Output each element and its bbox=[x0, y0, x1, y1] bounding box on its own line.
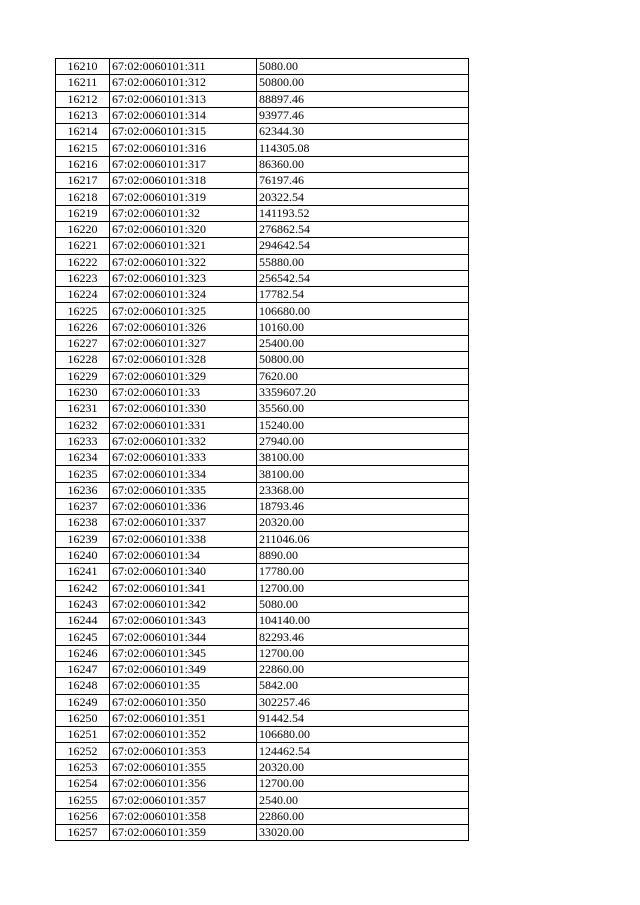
row-number-cell: 16234 bbox=[56, 450, 110, 466]
row-number-cell: 16249 bbox=[56, 694, 110, 710]
cadastral-number-cell: 67:02:0060101:329 bbox=[110, 368, 257, 384]
value-cell: 15240.00 bbox=[257, 417, 469, 433]
table-row bbox=[56, 547, 469, 563]
table-row bbox=[56, 564, 469, 580]
table-row bbox=[56, 792, 469, 808]
value-cell: 25400.00 bbox=[257, 336, 469, 352]
table-row bbox=[56, 629, 469, 645]
row-number-cell: 16222 bbox=[56, 254, 110, 270]
row-number-cell: 16239 bbox=[56, 531, 110, 547]
row-number-cell: 16210 bbox=[56, 59, 110, 75]
cadastral-number-cell: 67:02:0060101:34 bbox=[110, 547, 257, 563]
value-cell: 114305.08 bbox=[257, 140, 469, 156]
table-row bbox=[56, 59, 469, 75]
table-row bbox=[56, 710, 469, 726]
table-row bbox=[56, 156, 469, 172]
cadastral-number-cell: 67:02:0060101:322 bbox=[110, 254, 257, 270]
table-row bbox=[56, 75, 469, 91]
cadastral-number-cell: 67:02:0060101:321 bbox=[110, 238, 257, 254]
row-number-cell: 16213 bbox=[56, 107, 110, 123]
row-number-cell: 16246 bbox=[56, 645, 110, 661]
value-cell: 302257.46 bbox=[257, 694, 469, 710]
value-cell: 8890.00 bbox=[257, 547, 469, 563]
table-row bbox=[56, 759, 469, 775]
table-row bbox=[56, 824, 469, 840]
value-cell: 104140.00 bbox=[257, 613, 469, 629]
row-number-cell: 16237 bbox=[56, 499, 110, 515]
cadastral-number-cell: 67:02:0060101:315 bbox=[110, 124, 257, 140]
table-row bbox=[56, 661, 469, 677]
row-number-cell: 16257 bbox=[56, 824, 110, 840]
table-row bbox=[56, 173, 469, 189]
cadastral-number-cell: 67:02:0060101:350 bbox=[110, 694, 257, 710]
value-cell: 38100.00 bbox=[257, 450, 469, 466]
row-number-cell: 16243 bbox=[56, 596, 110, 612]
value-cell: 12700.00 bbox=[257, 776, 469, 792]
table-row bbox=[56, 221, 469, 237]
cadastral-number-cell: 67:02:0060101:35 bbox=[110, 678, 257, 694]
cadastral-number-cell: 67:02:0060101:351 bbox=[110, 710, 257, 726]
table-row bbox=[56, 580, 469, 596]
table-row bbox=[56, 205, 469, 221]
table-row bbox=[56, 694, 469, 710]
row-number-cell: 16229 bbox=[56, 368, 110, 384]
cadastral-number-cell: 67:02:0060101:316 bbox=[110, 140, 257, 156]
cadastral-number-cell: 67:02:0060101:357 bbox=[110, 792, 257, 808]
cadastral-number-cell: 67:02:0060101:311 bbox=[110, 59, 257, 75]
row-number-cell: 16245 bbox=[56, 629, 110, 645]
row-number-cell: 16221 bbox=[56, 238, 110, 254]
row-number-cell: 16223 bbox=[56, 270, 110, 286]
cadastral-number-cell: 67:02:0060101:337 bbox=[110, 515, 257, 531]
row-number-cell: 16236 bbox=[56, 482, 110, 498]
row-number-cell: 16247 bbox=[56, 661, 110, 677]
cadastral-number-cell: 67:02:0060101:338 bbox=[110, 531, 257, 547]
cadastral-number-cell: 67:02:0060101:324 bbox=[110, 287, 257, 303]
value-cell: 20320.00 bbox=[257, 759, 469, 775]
cadastral-number-cell: 67:02:0060101:334 bbox=[110, 466, 257, 482]
cadastral-number-cell: 67:02:0060101:327 bbox=[110, 336, 257, 352]
row-number-cell: 16230 bbox=[56, 384, 110, 400]
value-cell: 35560.00 bbox=[257, 401, 469, 417]
value-cell: 256542.54 bbox=[257, 270, 469, 286]
value-cell: 50800.00 bbox=[257, 352, 469, 368]
table-row bbox=[56, 303, 469, 319]
table-row bbox=[56, 124, 469, 140]
row-number-cell: 16238 bbox=[56, 515, 110, 531]
row-number-cell: 16219 bbox=[56, 205, 110, 221]
value-cell: 22860.00 bbox=[257, 661, 469, 677]
value-cell: 5080.00 bbox=[257, 596, 469, 612]
value-cell: 27940.00 bbox=[257, 433, 469, 449]
value-cell: 294642.54 bbox=[257, 238, 469, 254]
value-cell: 10160.00 bbox=[257, 319, 469, 335]
cadastral-number-cell: 67:02:0060101:332 bbox=[110, 433, 257, 449]
table-row bbox=[56, 270, 469, 286]
table-row bbox=[56, 808, 469, 824]
value-cell: 50800.00 bbox=[257, 75, 469, 91]
cadastral-number-cell: 67:02:0060101:330 bbox=[110, 401, 257, 417]
value-cell: 17782.54 bbox=[257, 287, 469, 303]
row-number-cell: 16254 bbox=[56, 776, 110, 792]
value-cell: 106680.00 bbox=[257, 727, 469, 743]
cadastral-number-cell: 67:02:0060101:326 bbox=[110, 319, 257, 335]
value-cell: 211046.06 bbox=[257, 531, 469, 547]
table-row bbox=[56, 482, 469, 498]
table-row bbox=[56, 91, 469, 107]
table-row bbox=[56, 384, 469, 400]
value-cell: 20320.00 bbox=[257, 515, 469, 531]
table-row bbox=[56, 678, 469, 694]
value-cell: 88897.46 bbox=[257, 91, 469, 107]
cadastral-number-cell: 67:02:0060101:336 bbox=[110, 499, 257, 515]
value-cell: 12700.00 bbox=[257, 580, 469, 596]
cadastral-number-cell: 67:02:0060101:335 bbox=[110, 482, 257, 498]
value-cell: 86360.00 bbox=[257, 156, 469, 172]
value-cell: 82293.46 bbox=[257, 629, 469, 645]
cadastral-number-cell: 67:02:0060101:352 bbox=[110, 727, 257, 743]
row-number-cell: 16248 bbox=[56, 678, 110, 694]
table-row bbox=[56, 499, 469, 515]
cadastral-number-cell: 67:02:0060101:320 bbox=[110, 221, 257, 237]
cadastral-number-cell: 67:02:0060101:333 bbox=[110, 450, 257, 466]
cadastral-number-cell: 67:02:0060101:359 bbox=[110, 824, 257, 840]
table-row bbox=[56, 466, 469, 482]
cadastral-number-cell: 67:02:0060101:32 bbox=[110, 205, 257, 221]
value-cell: 276862.54 bbox=[257, 221, 469, 237]
row-number-cell: 16233 bbox=[56, 433, 110, 449]
value-cell: 20322.54 bbox=[257, 189, 469, 205]
value-cell: 2540.00 bbox=[257, 792, 469, 808]
table-row bbox=[56, 596, 469, 612]
row-number-cell: 16250 bbox=[56, 710, 110, 726]
value-cell: 23368.00 bbox=[257, 482, 469, 498]
cadastral-number-cell: 67:02:0060101:325 bbox=[110, 303, 257, 319]
table-row bbox=[56, 776, 469, 792]
table-row bbox=[56, 531, 469, 547]
value-cell: 5842.00 bbox=[257, 678, 469, 694]
row-number-cell: 16216 bbox=[56, 156, 110, 172]
table-row bbox=[56, 352, 469, 368]
table-row bbox=[56, 107, 469, 123]
table-row bbox=[56, 727, 469, 743]
row-number-cell: 16255 bbox=[56, 792, 110, 808]
value-cell: 62344.30 bbox=[257, 124, 469, 140]
cadastral-number-cell: 67:02:0060101:355 bbox=[110, 759, 257, 775]
row-number-cell: 16240 bbox=[56, 547, 110, 563]
table-body bbox=[56, 59, 469, 841]
table-row bbox=[56, 433, 469, 449]
table-row bbox=[56, 336, 469, 352]
row-number-cell: 16228 bbox=[56, 352, 110, 368]
value-cell: 55880.00 bbox=[257, 254, 469, 270]
row-number-cell: 16253 bbox=[56, 759, 110, 775]
table-row bbox=[56, 645, 469, 661]
table-row bbox=[56, 515, 469, 531]
value-cell: 17780.00 bbox=[257, 564, 469, 580]
table-row bbox=[56, 254, 469, 270]
row-number-cell: 16211 bbox=[56, 75, 110, 91]
table-row bbox=[56, 613, 469, 629]
cadastral-number-cell: 67:02:0060101:319 bbox=[110, 189, 257, 205]
value-cell: 141193.52 bbox=[257, 205, 469, 221]
cadastral-number-cell: 67:02:0060101:345 bbox=[110, 645, 257, 661]
value-cell: 33020.00 bbox=[257, 824, 469, 840]
table-row bbox=[56, 238, 469, 254]
row-number-cell: 16220 bbox=[56, 221, 110, 237]
cadastral-number-cell: 67:02:0060101:358 bbox=[110, 808, 257, 824]
cadastral-number-cell: 67:02:0060101:356 bbox=[110, 776, 257, 792]
table-row bbox=[56, 401, 469, 417]
table-row bbox=[56, 743, 469, 759]
row-number-cell: 16227 bbox=[56, 336, 110, 352]
cadastral-number-cell: 67:02:0060101:342 bbox=[110, 596, 257, 612]
cadastral-number-cell: 67:02:0060101:314 bbox=[110, 107, 257, 123]
cadastral-number-cell: 67:02:0060101:353 bbox=[110, 743, 257, 759]
value-cell: 7620.00 bbox=[257, 368, 469, 384]
value-cell: 22860.00 bbox=[257, 808, 469, 824]
cadastral-number-cell: 67:02:0060101:33 bbox=[110, 384, 257, 400]
row-number-cell: 16218 bbox=[56, 189, 110, 205]
row-number-cell: 16251 bbox=[56, 727, 110, 743]
cadastral-number-cell: 67:02:0060101:343 bbox=[110, 613, 257, 629]
cadastral-number-cell: 67:02:0060101:344 bbox=[110, 629, 257, 645]
row-number-cell: 16214 bbox=[56, 124, 110, 140]
cadastral-number-cell: 67:02:0060101:328 bbox=[110, 352, 257, 368]
value-cell: 91442.54 bbox=[257, 710, 469, 726]
table-row bbox=[56, 417, 469, 433]
value-cell: 18793.46 bbox=[257, 499, 469, 515]
table-row bbox=[56, 450, 469, 466]
value-cell: 76197.46 bbox=[257, 173, 469, 189]
row-number-cell: 16242 bbox=[56, 580, 110, 596]
cadastral-number-cell: 67:02:0060101:331 bbox=[110, 417, 257, 433]
table-row bbox=[56, 287, 469, 303]
value-cell: 106680.00 bbox=[257, 303, 469, 319]
value-cell: 124462.54 bbox=[257, 743, 469, 759]
row-number-cell: 16231 bbox=[56, 401, 110, 417]
row-number-cell: 16235 bbox=[56, 466, 110, 482]
row-number-cell: 16212 bbox=[56, 91, 110, 107]
row-number-cell: 16225 bbox=[56, 303, 110, 319]
table-row bbox=[56, 368, 469, 384]
cadastral-number-cell: 67:02:0060101:341 bbox=[110, 580, 257, 596]
row-number-cell: 16232 bbox=[56, 417, 110, 433]
cadastral-number-cell: 67:02:0060101:349 bbox=[110, 661, 257, 677]
row-number-cell: 16217 bbox=[56, 173, 110, 189]
row-number-cell: 16226 bbox=[56, 319, 110, 335]
row-number-cell: 16241 bbox=[56, 564, 110, 580]
cadastral-number-cell: 67:02:0060101:318 bbox=[110, 173, 257, 189]
value-cell: 3359607.20 bbox=[257, 384, 469, 400]
cadastral-number-cell: 67:02:0060101:323 bbox=[110, 270, 257, 286]
cadastral-number-cell: 67:02:0060101:340 bbox=[110, 564, 257, 580]
row-number-cell: 16215 bbox=[56, 140, 110, 156]
value-cell: 12700.00 bbox=[257, 645, 469, 661]
value-cell: 93977.46 bbox=[257, 107, 469, 123]
value-cell: 38100.00 bbox=[257, 466, 469, 482]
table-row bbox=[56, 189, 469, 205]
cadastral-value-table bbox=[55, 58, 469, 841]
cadastral-number-cell: 67:02:0060101:312 bbox=[110, 75, 257, 91]
row-number-cell: 16224 bbox=[56, 287, 110, 303]
row-number-cell: 16252 bbox=[56, 743, 110, 759]
row-number-cell: 16244 bbox=[56, 613, 110, 629]
cadastral-number-cell: 67:02:0060101:313 bbox=[110, 91, 257, 107]
value-cell: 5080.00 bbox=[257, 59, 469, 75]
row-number-cell: 16256 bbox=[56, 808, 110, 824]
table-row bbox=[56, 319, 469, 335]
cadastral-number-cell: 67:02:0060101:317 bbox=[110, 156, 257, 172]
table-row bbox=[56, 140, 469, 156]
